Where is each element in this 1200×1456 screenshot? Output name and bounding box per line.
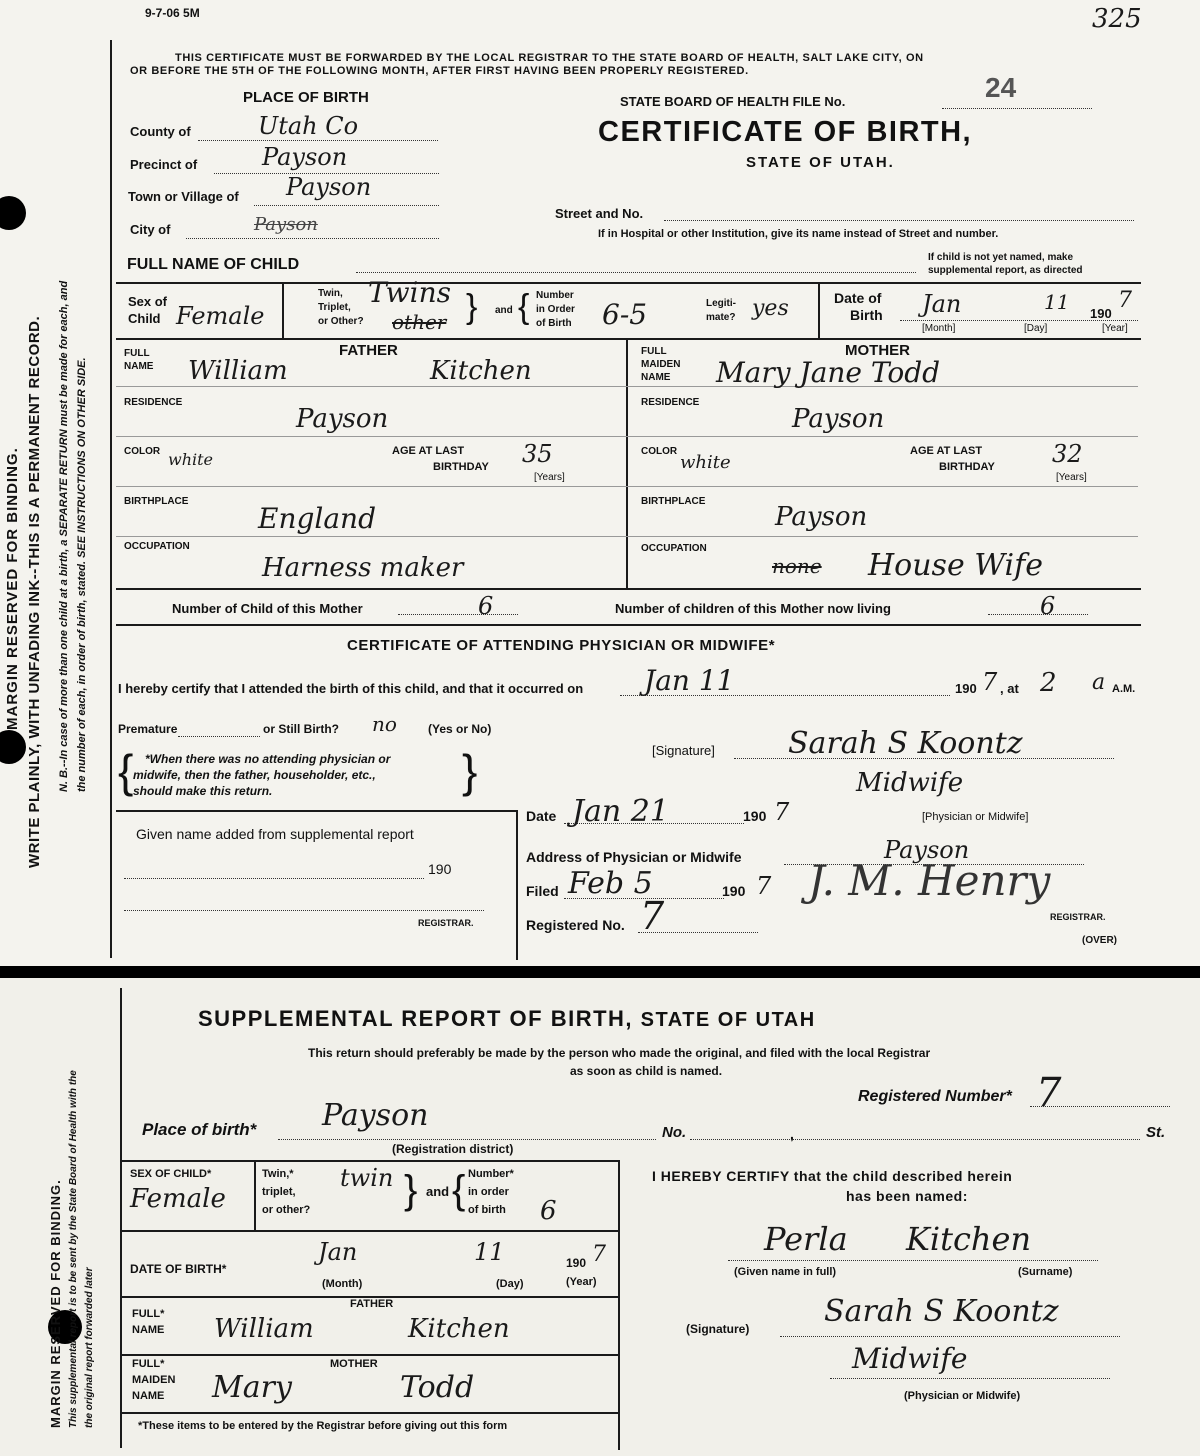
dob-month: Jan (922, 290, 962, 318)
filed-value: Feb 5 (568, 866, 653, 901)
birth-date: Jan 11 (644, 664, 735, 697)
physician-signature: Sarah S Koontz (788, 726, 1023, 761)
certificate-title: CERTIFICATE OF BIRTH, (598, 116, 973, 148)
mother-name: Mary Jane Todd (716, 356, 941, 389)
city-label: City of (130, 222, 171, 237)
supp-number: 6 (540, 1196, 557, 1226)
supp-signature-label: (Signature) (686, 1322, 750, 1336)
number-child-label: Number of Child of this Mother (172, 601, 363, 616)
father-name-label: FULL (124, 348, 150, 359)
and-label: and (495, 305, 513, 316)
supp-sex-label: SEX OF CHILD* (130, 1168, 212, 1180)
date-label: Date (526, 808, 557, 824)
birth-am-hw: a (1092, 670, 1106, 695)
date-value: Jan 21 (572, 794, 669, 829)
supp-dob-year: 7 (592, 1242, 606, 1267)
number-living-value: 6 (1040, 592, 1056, 620)
mother-occupation: House Wife (868, 548, 1043, 583)
supplemental-note-2: supplemental report, as directed (928, 265, 1083, 276)
father-residence-label: RESIDENCE (124, 397, 183, 408)
father-first-name: William (188, 356, 288, 386)
father-color-label: COLOR (124, 446, 161, 457)
filed-label: Filed (526, 883, 559, 899)
certify-text: I hereby certify that I attended the birth of this child, and that it occurred on (118, 681, 584, 696)
sex-value: Female (176, 302, 265, 330)
supp-instructions-2: as soon as child is named. (570, 1064, 723, 1078)
legitimate-value: yes (752, 296, 789, 321)
father-birthplace-label: BIRTHPLACE (124, 496, 189, 507)
mother-color-label: COLOR (641, 446, 678, 457)
margin-rule (110, 40, 112, 958)
supp-mother-first: Mary (212, 1370, 292, 1405)
print-stamp: 9-7-06 5M (145, 6, 200, 20)
street-label: Street and No. (555, 206, 644, 221)
address-label: Address of Physician or Midwife (526, 849, 742, 865)
mother-occupation-label: OCCUPATION (641, 543, 707, 554)
mother-age: 32 (1052, 440, 1083, 468)
town-value: Payson (286, 173, 372, 201)
registrar-label: REGISTRAR. (1050, 912, 1106, 922)
supp-signature-title: Midwife (852, 1342, 968, 1375)
still-birth-label: or Still Birth? (263, 722, 339, 736)
birth-hour: 2 (1040, 668, 1057, 698)
forward-notice-2: OR BEFORE THE 5TH OF THE FOLLOWING MONTH, AFTER FIRST HAVING BEEN PROPERLY REGISTERED. (130, 65, 749, 77)
birth-year: 7 (982, 668, 998, 696)
supp-mother-label: FULL* (132, 1358, 165, 1370)
supp-mother-heading: MOTHER (330, 1358, 378, 1370)
supp-dob-month: Jan (318, 1238, 358, 1266)
twin-label: Twin, (318, 288, 343, 299)
supp-twin: twin (340, 1164, 394, 1192)
supp-child-surname: Kitchen (906, 1220, 1032, 1258)
binding-hole (0, 196, 26, 230)
supp-dob-day: 11 (474, 1238, 505, 1266)
still-birth-value: no (372, 712, 397, 736)
given-name-label: Given name added from supplemental report (136, 826, 414, 842)
supp-and-label: and (426, 1184, 450, 1199)
number-order-value: 6-5 (602, 298, 648, 331)
mother-color: white (680, 452, 731, 473)
nb-note-line2: the number of each, in order of birth, stated. SEE INSTRUCTIONS ON OTHER SIDE. (76, 357, 88, 792)
supp-place-of-birth: Payson (322, 1098, 429, 1133)
number-order-label: Number (536, 290, 574, 301)
supplemental-note-1: If child is not yet named, make (928, 252, 1074, 263)
file-no-label: STATE BOARD OF HEALTH FILE No. (620, 94, 846, 109)
write-plainly-text: WRITE PLAINLY, WITH UNFADING INK--THIS IS A PERMANENT RECORD. (26, 315, 43, 868)
legitimate-label: Legiti- (706, 298, 736, 309)
date-year: 7 (774, 798, 790, 826)
filed-year: 7 (756, 872, 772, 900)
supp-registered-number: 7 (1036, 1070, 1062, 1116)
mother-heading: MOTHER (845, 342, 910, 359)
supp-physician-label: (Physician or Midwife) (904, 1390, 1021, 1402)
number-child-value: 6 (478, 592, 494, 620)
supp-father-last: Kitchen (408, 1314, 510, 1344)
county-value: Utah Co (258, 112, 359, 140)
full-name-label: FULL NAME OF CHILD (127, 256, 300, 273)
dob-day: 11 (1044, 290, 1070, 314)
supp-signature: Sarah S Koontz (824, 1294, 1059, 1329)
file-number: 24 (985, 72, 1017, 103)
registered-no-label: Registered No. (526, 917, 625, 933)
no-physician-note: *When there was no attending physician or (145, 752, 391, 766)
mother-residence-label: RESIDENCE (641, 397, 700, 408)
supp-father-label: FULL* (132, 1308, 165, 1320)
supp-twin-label: Twin,* (262, 1168, 294, 1180)
sex-label: Sex of (128, 294, 168, 309)
supp-margin-reserved: MARGIN RESERVED FOR BINDING. (48, 1179, 63, 1428)
margin-reserved-text: MARGIN RESERVED FOR BINDING. (4, 447, 21, 730)
premature-label: Premature (118, 722, 178, 736)
supp-st-label: St. (1146, 1124, 1166, 1141)
supp-no-label: No. (662, 1124, 687, 1141)
dob-year: 7 (1118, 288, 1132, 313)
supp-footnote: *These items to be entered by the Registrar before giving out this form (138, 1420, 508, 1432)
address-value: Payson (884, 836, 970, 864)
supp-child-given-name: Perla (764, 1220, 848, 1258)
am-label: A.M. (1112, 683, 1136, 695)
forward-notice-1: THIS CERTIFICATE MUST BE FORWARDED BY THE LOCAL REGISTRAR TO THE STATE BOARD OF HEALTH, SALT LAKE CITY, ON (175, 52, 924, 64)
signature-label: [Signature] (652, 743, 715, 758)
supp-father-first: William (214, 1314, 314, 1344)
father-birthplace: England (258, 502, 377, 535)
mother-birthplace: Payson (775, 502, 868, 532)
supp-father-heading: FATHER (350, 1298, 394, 1310)
precinct-value: Payson (262, 143, 348, 171)
supp-mother-last: Todd (400, 1370, 475, 1405)
father-residence: Payson (296, 404, 389, 434)
page-number: 325 (1092, 4, 1142, 34)
supp-number-label: Number* (468, 1168, 514, 1180)
place-of-birth-heading: PLACE OF BIRTH (243, 89, 369, 106)
binding-hole (0, 730, 26, 764)
father-age-label: AGE AT LAST (392, 445, 465, 457)
mother-name-label: FULL (641, 346, 667, 357)
physician-title: Midwife (856, 768, 964, 798)
over-label: (OVER) (1082, 935, 1117, 946)
supp-side-note-1: This supplemental report is to be sent by the State Board of Health with the (68, 1070, 79, 1428)
mother-residence: Payson (792, 404, 885, 434)
registrar-signature: J. M. Henry (808, 856, 1051, 905)
supp-certify-1: I HEREBY CERTIFY that the child described herein (652, 1168, 1013, 1184)
father-age: 35 (522, 440, 553, 468)
physician-midwife-label: [Physician or Midwife] (922, 811, 1029, 823)
city-value: Payson (254, 214, 318, 235)
supp-certify-2: has been named: (846, 1188, 968, 1204)
supp-sex: Female (130, 1184, 226, 1214)
mother-age-label: AGE AT LAST (910, 445, 983, 457)
supp-title: SUPPLEMENTAL REPORT OF BIRTH, STATE OF UTAH (198, 1006, 816, 1031)
father-occupation-label: OCCUPATION (124, 541, 190, 552)
father-occupation: Harness maker (262, 553, 464, 583)
precinct-label: Precinct of (130, 157, 198, 172)
county-label: County of (130, 124, 191, 139)
supp-instructions-1: This return should preferably be made by the person who made the original, and filed with the local Registrar (308, 1046, 931, 1060)
father-last-name: Kitchen (430, 356, 532, 386)
mother-birthplace-label: BIRTHPLACE (641, 496, 706, 507)
supp-registered-number-label: Registered Number* (858, 1088, 1012, 1105)
birth-certificate: 9-7-06 5M 325 MARGIN RESERVED FOR BINDING. WRITE PLAINLY, WITH UNFADING INK--THIS IS A PERMANENT RECORD. N. B.--In case of more than one child at a birth, a SEPARATE RETURN must be made for each, and the number of each, in order of birth, stated. SEE INSTRUCTIONS ON OTHER SIDE. THIS CERTIFICATE MUST BE FORWARDED BY THE LOCAL REGISTRAR TO THE STATE BOARD OF HEALTH, SALT LAKE CITY, ON OR BEFORE THE 5TH OF THE FOLLOWING MONTH, AFTER FIRST HAVING BEEN PROPERLY REGISTERED. PLACE OF BIRTH STATE BOARD OF HEALTH FILE No. 24 CERTIFICATE OF BIRTH, STATE OF UTAH. County of Utah Co Precinct of Payson Town or Village of Payson City of Payson Street and No. If in Hospital or other Institution, give its name instead of Street and number. FULL NAME OF CHILD If child is not yet named, make supplemental report, as directed Sex of Child Female Twin, Triplet, or Other? Twins other } and { Number in Order of Birth 6-5 Legiti- mate? yes Date of Birth Jan 11 190 7 [Month] [Day] [Year] FULL NAME FATHER William Kitchen RESIDENCE Payson COLOR white AGE AT LAST BIRTHDAY 35 [Years] BIRTHPLACE England OCCUPATION Harness maker FULL MAIDEN NAME MOTHER Mary Jane Todd RESIDENCE Payson COLOR white AGE AT LAST BIRTHDAY 32 [Years] BIRTHPLACE Payson OCCUPATION none House Wife Number of Child of this Mother 6 Number of children of this Mother now living 6 CERTIFICATE OF ATTENDING PHYSICIAN OR MIDWIFE* I hereby certify that I attended the birth of this child, and that it occurred on Jan 11 190 7 , at 2 a A.M. Premature or Still Birth? no (Yes or No) { } *When there was no attending physician or midwife, then the father, householder, etc., should make this return. [Signature] Sarah S Koontz Midwife [Physician or Midwife] Given name added from supplemental report 190 REGISTRAR. Date Jan 21 190 7 Address of Physician or Midwife Payson Filed Feb 5 190 7 J. M. Henry REGISTRAR. Registered No. 7 (OVER) (0, 0, 1200, 966)
town-label: Town or Village of (128, 189, 239, 204)
supp-side-note-2: the original report forwarded later (84, 1267, 95, 1428)
supp-place-of-birth-label: Place of birth* (142, 1120, 257, 1139)
nb-note-line1: N. B.--In case of more than one child at a birth, a SEPARATE RETURN must be made for each, and (58, 280, 70, 792)
registered-no-value: 7 (640, 894, 665, 938)
dob-label: Date of (834, 290, 882, 306)
certificate-subtitle: STATE OF UTAH. (746, 154, 895, 171)
father-heading: FATHER (339, 342, 398, 359)
number-living-label: Number of children of this Mother now living (615, 601, 891, 616)
twin-value: Twins (368, 276, 452, 309)
supp-dob-label: DATE OF BIRTH* (130, 1262, 227, 1276)
hospital-note: If in Hospital or other Institution, give its name instead of Street and number. (598, 228, 999, 240)
twin-struck-value: other (392, 310, 447, 334)
attending-heading: CERTIFICATE OF ATTENDING PHYSICIAN OR MIDWIFE* (347, 637, 776, 654)
mother-occupation-struck: none (772, 554, 822, 578)
supplemental-report: MARGIN RESERVED FOR BINDING. This supplemental report is to be sent by the State Board of Health with the the original report forwarded later SUPPLEMENTAL REPORT OF BIRTH, STATE OF UTAH This return should preferably be made by the person who made the original, and filed with the local Registrar as soon as child is named. Registered Number* 7 Place of birth* Payson (Registration district) No. , St. SEX OF CHILD* Female Twin,* triplet, or other? twin } and { Number* in order of birth 6 DATE OF BIRTH* Jan 11 190 7 (Month) (Day) (Year) FATHER FULL* NAME William Kitchen MOTHER FULL* MAIDEN NAME Mary Todd *These items to be entered by the Registrar before giving out this form I HEREBY CERTIFY that the child described herein has been named: Perla Kitchen (Given name in full) (Surname) (Signature) Sarah S Koontz Midwife (Physician or Midwife) (0, 978, 1200, 1456)
father-color: white (168, 450, 214, 469)
